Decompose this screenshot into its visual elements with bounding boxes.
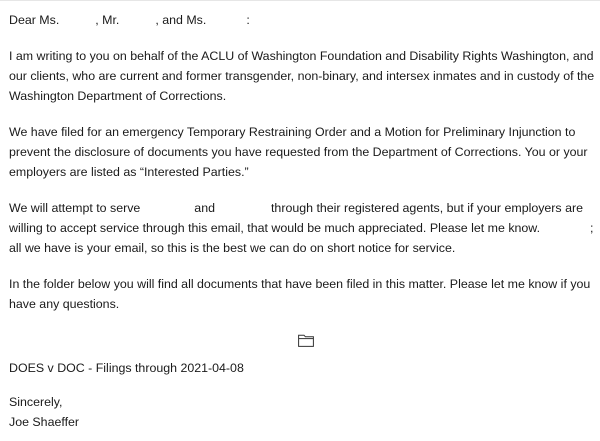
serve-text: We will attempt to serve [9,201,141,215]
paragraph-line: In the folder below you will find all documents that have been filed in this matter. Please let me know if you [9,277,591,291]
paragraph-1 [9,46,597,106]
paragraph-line: all we have is your email, so this is the best we can do on short notice for service. [9,241,456,255]
semicolon-text: ; [590,221,594,235]
paragraph-2 [9,122,597,182]
paragraph-line: Washington Department of Corrections. [9,89,227,103]
salutation [9,10,597,30]
folder-attachment[interactable] [9,330,597,352]
accept-service-text: willing to accept service through this email, that would be much appreciated. Please let me know. [9,221,541,235]
salutation-part-4: : [246,13,250,27]
paragraph-3 [9,198,597,258]
salutation-part-1: Dear Ms. [9,13,60,27]
folder-icon[interactable] [298,334,314,347]
paragraph-line: prevent the disclosure of documents you have requested from the Department of Corrections. You or your [9,145,588,159]
paragraph-4 [9,274,597,314]
paragraph-line [9,198,597,218]
paragraph-line: We have filed for an emergency Temporary Restraining Order and a Motion for Preliminary Injunction to [9,125,576,139]
top-divider [0,0,600,1]
paragraph-line: I am writing to you on behalf of the ACLU of Washington Foundation and Disability Rights Washington, and [9,49,594,63]
salutation-part-3: , and Ms. [155,13,207,27]
closing: Sincerely, [9,395,63,409]
paragraph-line: our clients, who are current and former transgender, non-binary, and intersex inmates and in custody of the [9,69,595,83]
paragraph-line [9,218,597,238]
salutation-part-2: , Mr. [95,13,120,27]
email-body [9,10,597,432]
and-text: and [194,201,215,215]
paragraph-line: employers are listed as “Interested Parties.” [9,165,249,179]
paragraph-line: have any questions. [9,297,120,311]
folder-link[interactable]: DOES v DOC - Filings through 2021-04-08 [9,361,244,375]
registered-agents-text: through their registered agents, but if your employers are [270,201,583,215]
signature: Joe Shaeffer [9,415,80,429]
